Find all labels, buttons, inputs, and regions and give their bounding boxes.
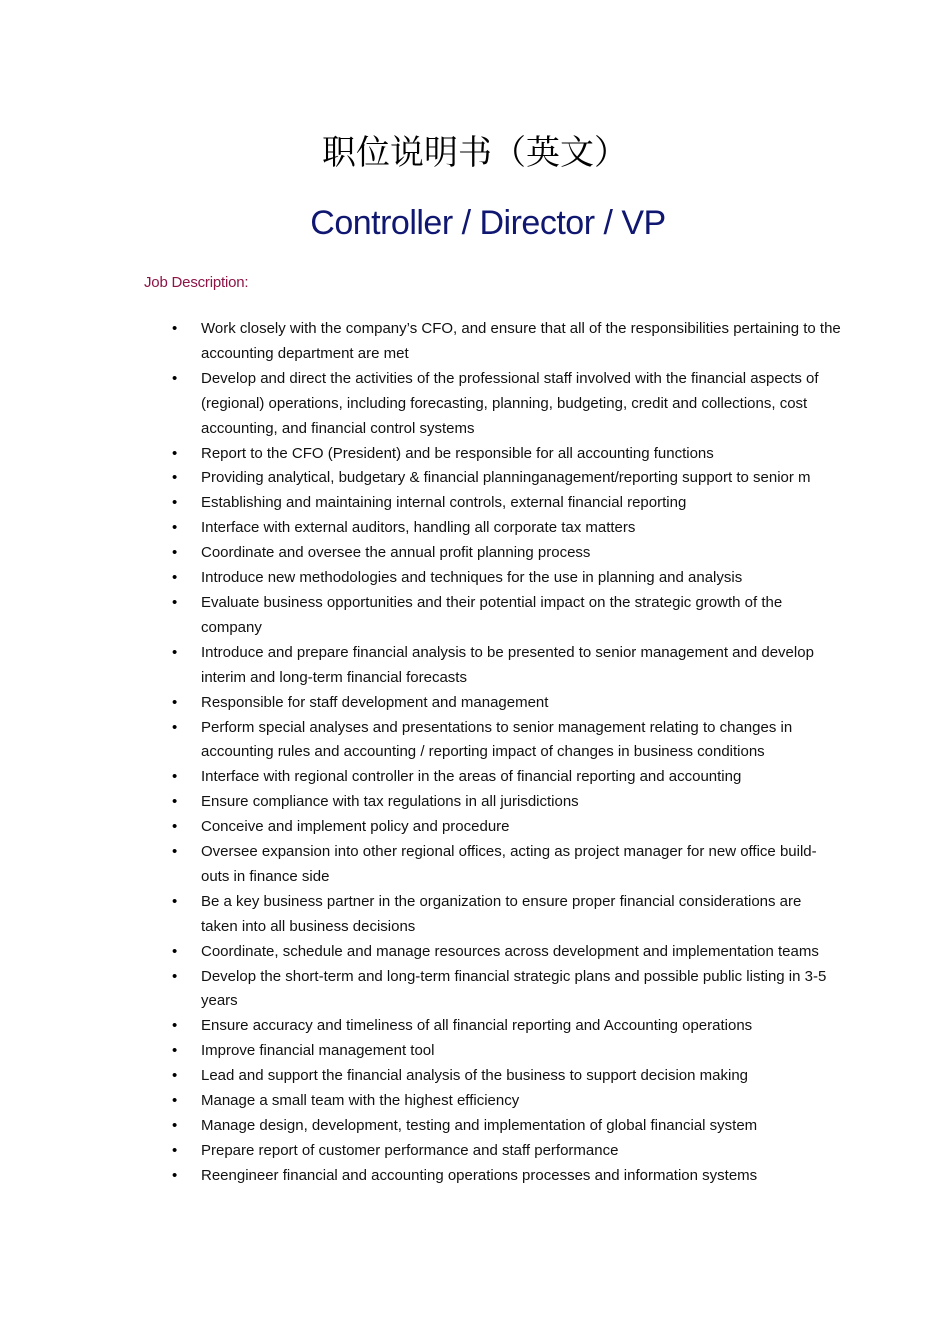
duty-item: • Evaluate business opportunities and their potential impact on the strategic growth of the company — [0, 591, 841, 641]
duty-item: • Oversee expansion into other regional offices, acting as project manager for new office build-outs in finance side — [0, 840, 841, 890]
duty-item: • Conceive and implement policy and procedure — [0, 815, 841, 840]
duty-item: • Coordinate, schedule and manage resources across development and implementation teams — [0, 940, 841, 965]
duty-item: • Interface with external auditors, handling all corporate tax matters — [0, 516, 841, 541]
duty-item: • Lead and support the financial analysis of the business to support decision making — [0, 1064, 841, 1089]
duty-item: • Work closely with the company’s CFO, and ensure that all of the responsibilities pertaining to the accounting department are met — [0, 317, 841, 367]
duty-item: • Manage design, development, testing and implementation of global financial system — [0, 1114, 841, 1139]
duty-item: • Ensure accuracy and timeliness of all financial reporting and Accounting operations — [0, 1014, 841, 1039]
document-title: 职位说明书（英文） — [322, 133, 628, 173]
duty-item: • Manage a small team with the highest efficiency — [0, 1089, 841, 1114]
duty-item: • Prepare report of customer performance and staff performance — [0, 1139, 841, 1164]
duty-item: • Improve financial management tool — [0, 1039, 841, 1064]
duty-item: • Interface with regional controller in the areas of financial reporting and accounting — [0, 765, 841, 790]
duty-item: • Introduce and prepare financial analysis to be presented to senior management and develop interim and long-term financial forecasts — [0, 641, 841, 691]
section-heading: Job Description: — [144, 274, 249, 291]
duty-item: • Develop the short-term and long-term financial strategic plans and possible public listing in 3-5 years — [0, 965, 841, 1015]
job-title: Controller / Director / VP — [310, 204, 666, 242]
duty-item: • Report to the CFO (President) and be responsible for all accounting functions — [0, 442, 841, 467]
duties-list — [0, 317, 950, 1189]
duty-item: • Develop and direct the activities of the professional staff involved with the financial aspects of (regional) operations, including forecasting, planning, budgeting, credit and collections, cost accounting, and financial control systems — [0, 367, 841, 442]
duty-item: • Establishing and maintaining internal controls, external financial reporting — [0, 491, 841, 516]
duty-item: • Introduce new methodologies and techniques for the use in planning and analysis — [0, 566, 841, 591]
duty-item: • Reengineer financial and accounting operations processes and information systems — [0, 1164, 841, 1189]
duty-item: • Providing analytical, budgetary & financial planninganagement/reporting support to senior m — [0, 466, 841, 491]
duty-item: • Be a key business partner in the organization to ensure proper financial considerations are taken into all business decisions — [0, 890, 841, 940]
duty-item: • Coordinate and oversee the annual profit planning process — [0, 541, 841, 566]
duty-item: • Perform special analyses and presentations to senior management relating to changes in accounting rules and accounting / reporting impact of changes in business conditions — [0, 716, 841, 766]
duty-item: • Responsible for staff development and management — [0, 691, 841, 716]
duty-item: • Ensure compliance with tax regulations in all jurisdictions — [0, 790, 841, 815]
